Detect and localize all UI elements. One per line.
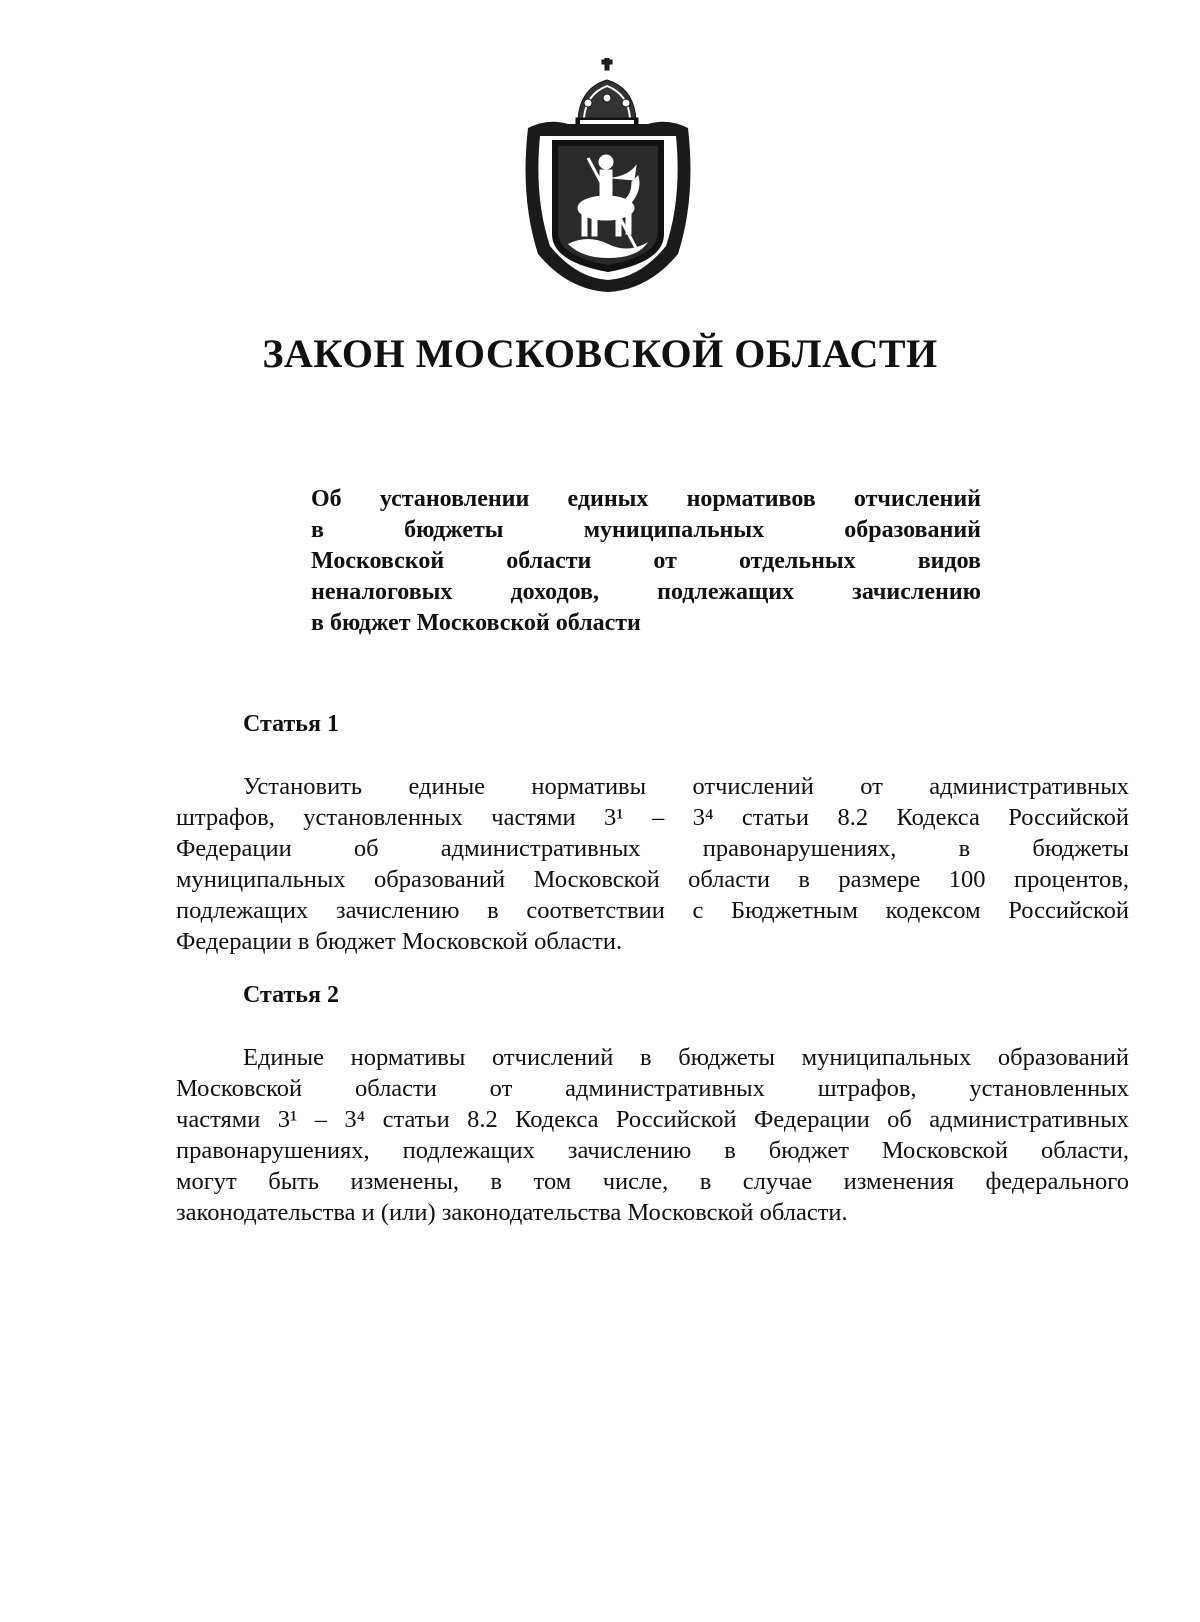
- article-line: Федерации об административных правонарушениях, в бюджеты: [176, 835, 1129, 862]
- article-line: законодательства и (или) законодательства Московской области.: [176, 1199, 848, 1226]
- subject-line: в бюджеты муниципальных образований: [311, 517, 981, 543]
- article-line: муниципальных образований Московской области в размере 100 процентов,: [176, 866, 1129, 893]
- subject-line: неналоговых доходов, подлежащих зачислению: [311, 579, 981, 605]
- article-1-body: [176, 771, 1129, 957]
- article-2-heading: Статья 2: [243, 982, 339, 1008]
- article-line: частями 3¹ – 3⁴ статьи 8.2 Кодекса Российской Федерации об административных: [176, 1106, 1129, 1133]
- article-line: подлежащих зачислению в соответствии с Бюджетным кодексом Российской: [176, 897, 1129, 924]
- article-line: Единые нормативы отчислений в бюджеты муниципальных образований: [243, 1044, 1129, 1071]
- article-1-heading: Статья 1: [243, 711, 339, 737]
- subject-line: в бюджет Московской области: [311, 610, 641, 636]
- article-line: Установить единые нормативы отчислений от административных: [243, 773, 1129, 800]
- article-line: штрафов, установленных частями 3¹ – 3⁴ статьи 8.2 Кодекса Российской: [176, 804, 1129, 831]
- article-line: могут быть изменены, в том числе, в случае изменения федерального: [176, 1168, 1129, 1195]
- subject-line: Московской области от отдельных видов: [311, 548, 981, 574]
- article-line: Федерации в бюджет Московской области.: [176, 928, 623, 955]
- article-line: Московской области от административных штрафов, установленных: [176, 1075, 1129, 1102]
- law-subject: [311, 484, 981, 639]
- coat-of-arms-icon: [518, 58, 698, 294]
- document-title: ЗАКОН МОСКОВСКОЙ ОБЛАСТИ: [262, 331, 938, 376]
- article-line: правонарушениях, подлежащих зачислению в бюджет Московской области,: [176, 1137, 1129, 1164]
- subject-line: Об установлении единых нормативов отчислений: [311, 486, 981, 512]
- article-2-body: [176, 1042, 1129, 1228]
